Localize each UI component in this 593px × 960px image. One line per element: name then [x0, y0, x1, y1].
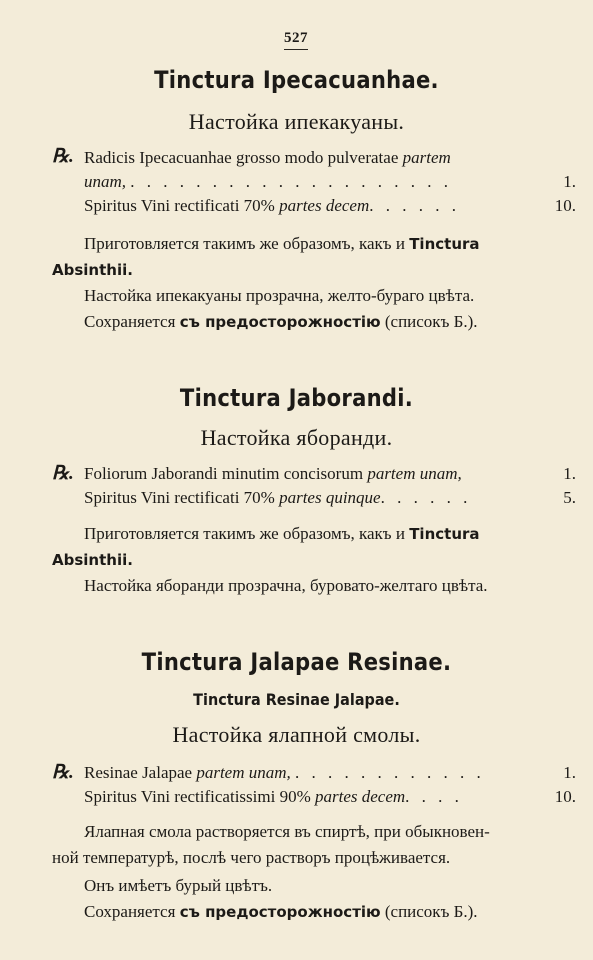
body-paragraph-continued: ной температурѣ, послѣ чего растворъ процѣживается.	[52, 848, 451, 867]
section-1-russian-title: Настойка ипекакуаны.	[188, 109, 405, 134]
storage-emphasis: съ предосторожностію	[179, 903, 381, 921]
leader-dots: . . . .	[405, 787, 463, 806]
recipe-symbol: ℞.	[52, 463, 74, 484]
preparation-text	[84, 524, 480, 544]
section-3-russian-title: Настойка ялапной смолы.	[172, 722, 421, 747]
ingredient-line	[84, 464, 462, 484]
preparation-reference: Absinthii.	[52, 261, 133, 279]
body-paragraph: Ялапная смола растворяется въ спиртѣ, при обыкновен-	[84, 822, 490, 841]
section-1-latin-title: Tinctura Ipecacuanhae.	[154, 66, 439, 94]
ingredient-quantity: 10.	[554, 787, 576, 806]
ingredient-line	[84, 488, 471, 508]
storage-sentence: Сохраняется	[84, 902, 176, 921]
ingredient-amount: partes decem	[314, 787, 406, 806]
description-text: Настойка ипекакуаны прозрачна, желто-бураго цвѣта.	[84, 286, 475, 305]
description-text: Настойка яборанди прозрачна, буровато-желтаго цвѣта.	[84, 576, 488, 595]
leader-dots: . . . . . . . . . . . . . . . . . . . .	[130, 172, 453, 191]
ingredient-amount: partem	[402, 148, 451, 167]
preparation-text	[84, 234, 480, 254]
ingredient-line-continued	[84, 172, 452, 192]
storage-emphasis: съ предосторожностію	[179, 313, 381, 331]
section-2-latin-title: Tinctura Jaborandi.	[179, 384, 414, 412]
leader-dots: . . . . . .	[369, 196, 460, 215]
ingredient-line	[84, 763, 485, 783]
ingredient-amount: partes decem	[279, 196, 370, 215]
preparation-text-continued	[52, 260, 133, 280]
preparation-sentence: Приготовляется такимъ же образомъ, какъ и	[84, 234, 405, 253]
storage-sentence: Сохраняется	[84, 312, 176, 331]
ingredient-line	[84, 787, 463, 807]
preparation-text-continued	[52, 550, 133, 570]
ingredient-quantity: 10.	[554, 196, 576, 215]
leader-dots: . . . . . . . . . . . .	[295, 763, 485, 782]
ingredient-name: Spiritus Vini rectificatissimi 90%	[84, 787, 311, 806]
preparation-sentence: Приготовляется такимъ же образомъ, какъ и	[84, 524, 405, 543]
section-2-russian-title: Настойка яборанди.	[200, 425, 393, 450]
preparation-reference: Tinctura	[409, 525, 480, 543]
storage-text	[84, 902, 478, 922]
ingredient-name: Resinae Jalapae	[84, 763, 193, 782]
ingredient-name: Spiritus Vini rectificati 70%	[84, 488, 275, 507]
section-3-latin-title: Tinctura Jalapae Resinae.	[141, 648, 452, 676]
ingredient-line	[84, 196, 460, 216]
section-3-latin-subtitle: Tinctura Resinae Jalapae.	[193, 690, 400, 709]
storage-list: (списокъ Б.).	[384, 312, 478, 331]
ingredient-name: Foliorum Jaborandi minutim concisorum	[84, 464, 364, 483]
ingredient-name: Spiritus Vini rectificati 70%	[84, 196, 275, 215]
ingredient-quantity: 1.	[563, 172, 576, 191]
ingredient-amount: partem unam,	[196, 763, 291, 782]
ingredient-amount: partem unam,	[367, 464, 462, 483]
preparation-reference: Tinctura	[409, 235, 480, 253]
storage-list: (списокъ Б.).	[384, 902, 478, 921]
ingredient-name: Radicis Ipecacuanhae grosso modo pulveratae	[84, 148, 399, 167]
ingredient-amount: unam,	[84, 172, 127, 191]
ingredient-line	[84, 148, 451, 168]
ingredient-amount: partes quinque	[279, 488, 381, 507]
page-number: 527	[284, 30, 308, 50]
ingredient-quantity: 1.	[563, 763, 576, 782]
body-paragraph: Онъ имѣетъ бурый цвѣтъ.	[84, 876, 273, 895]
leader-dots: . . . . . .	[380, 488, 472, 507]
ingredient-quantity: 5.	[563, 488, 576, 507]
preparation-reference: Absinthii.	[52, 551, 133, 569]
ingredient-quantity: 1.	[563, 464, 576, 483]
storage-text	[84, 312, 478, 332]
recipe-symbol: ℞.	[52, 146, 74, 167]
recipe-symbol: ℞.	[52, 762, 74, 783]
